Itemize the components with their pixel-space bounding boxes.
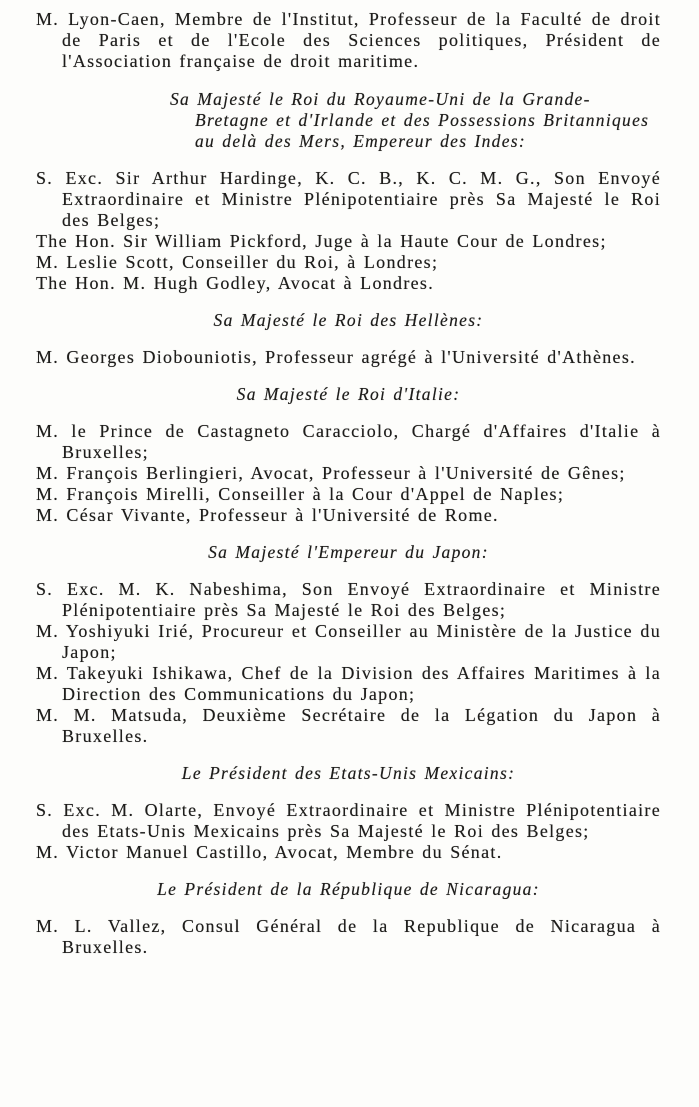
section-nicaragua xyxy=(36,879,661,958)
section-heading: Sa Majesté le Roi d'Italie: xyxy=(236,384,461,404)
delegate-entry: M. Georges Diobouniotis, Professeur agrégé à l'Université d'Athènes. xyxy=(36,347,636,367)
delegate-entry: The Hon. M. Hugh Godley, Avocat à Londres. xyxy=(36,273,435,293)
section-heading: Le Président de la République de Nicaragua: xyxy=(157,879,540,899)
section-heading: Sa Majesté le Roi du Royaume-Uni de la Grande-Bretagne et d'Irlande et des Possessions Britanniques au delà des Mers, Empereur des Indes: xyxy=(170,89,650,151)
delegate-entry: S. Exc. Sir Arthur Hardinge, K. C. B., K. C. M. G., Son Envoyé Extraordinaire et Ministre Plénipotentiaire près Sa Majesté le Roi des Belges; xyxy=(36,168,661,230)
section-greece xyxy=(36,310,661,368)
delegate-entry: M. François Berlingieri, Avocat, Professeur à l'Université de Gênes; xyxy=(36,463,626,483)
delegate-entry: S. Exc. M. Olarte, Envoyé Extraordinaire et Ministre Plénipotentiaire des Etats-Unis Mexicains près Sa Majesté le Roi des Belges; xyxy=(36,800,661,841)
delegate-entry: M. L. Vallez, Consul Général de la Republique de Nicaragua à Bruxelles. xyxy=(36,916,661,957)
delegate-entry: M. Leslie Scott, Conseiller du Roi, à Londres; xyxy=(36,252,439,272)
delegate-entry: M. François Mirelli, Conseiller à la Cour d'Appel de Naples; xyxy=(36,484,565,504)
delegate-entry: M. Lyon-Caen, Membre de l'Institut, Professeur de la Faculté de droit de Paris et de l'Ecole des Sciences politiques, Président de l'Association française de droit maritime. xyxy=(36,9,661,71)
delegate-entry: M. César Vivante, Professeur à l'Université de Rome. xyxy=(36,505,499,525)
section-italy xyxy=(36,384,661,526)
delegate-entry: M. Takeyuki Ishikawa, Chef de la Division des Affaires Maritimes à la Direction des Communications du Japon; xyxy=(36,663,661,704)
delegate-entry: The Hon. Sir William Pickford, Juge à la Haute Cour de Londres; xyxy=(36,231,607,251)
section-heading: Sa Majesté l'Empereur du Japon: xyxy=(208,542,489,562)
section-great-britain xyxy=(36,89,661,294)
delegate-entry: M. M. Matsuda, Deuxième Secrétaire de la Légation du Japon à Bruxelles. xyxy=(36,705,661,746)
delegate-entry: M. Yoshiyuki Irié, Procureur et Conseiller au Ministère de la Justice du Japon; xyxy=(36,621,661,662)
delegate-entry: M. Victor Manuel Castillo, Avocat, Membre du Sénat. xyxy=(36,842,503,862)
section-heading: Le Président des Etats-Unis Mexicains: xyxy=(181,763,516,783)
delegate-entry: S. Exc. M. K. Nabeshima, Son Envoyé Extraordinaire et Ministre Plénipotentiaire près Sa Majesté le Roi des Belges; xyxy=(36,579,661,620)
section-japan xyxy=(36,542,661,747)
section-heading: Sa Majesté le Roi des Hellènes: xyxy=(213,310,484,330)
section-mexico xyxy=(36,763,661,863)
delegate-entry: M. le Prince de Castagneto Caracciolo, Chargé d'Affaires d'Italie à Bruxelles; xyxy=(36,421,661,462)
